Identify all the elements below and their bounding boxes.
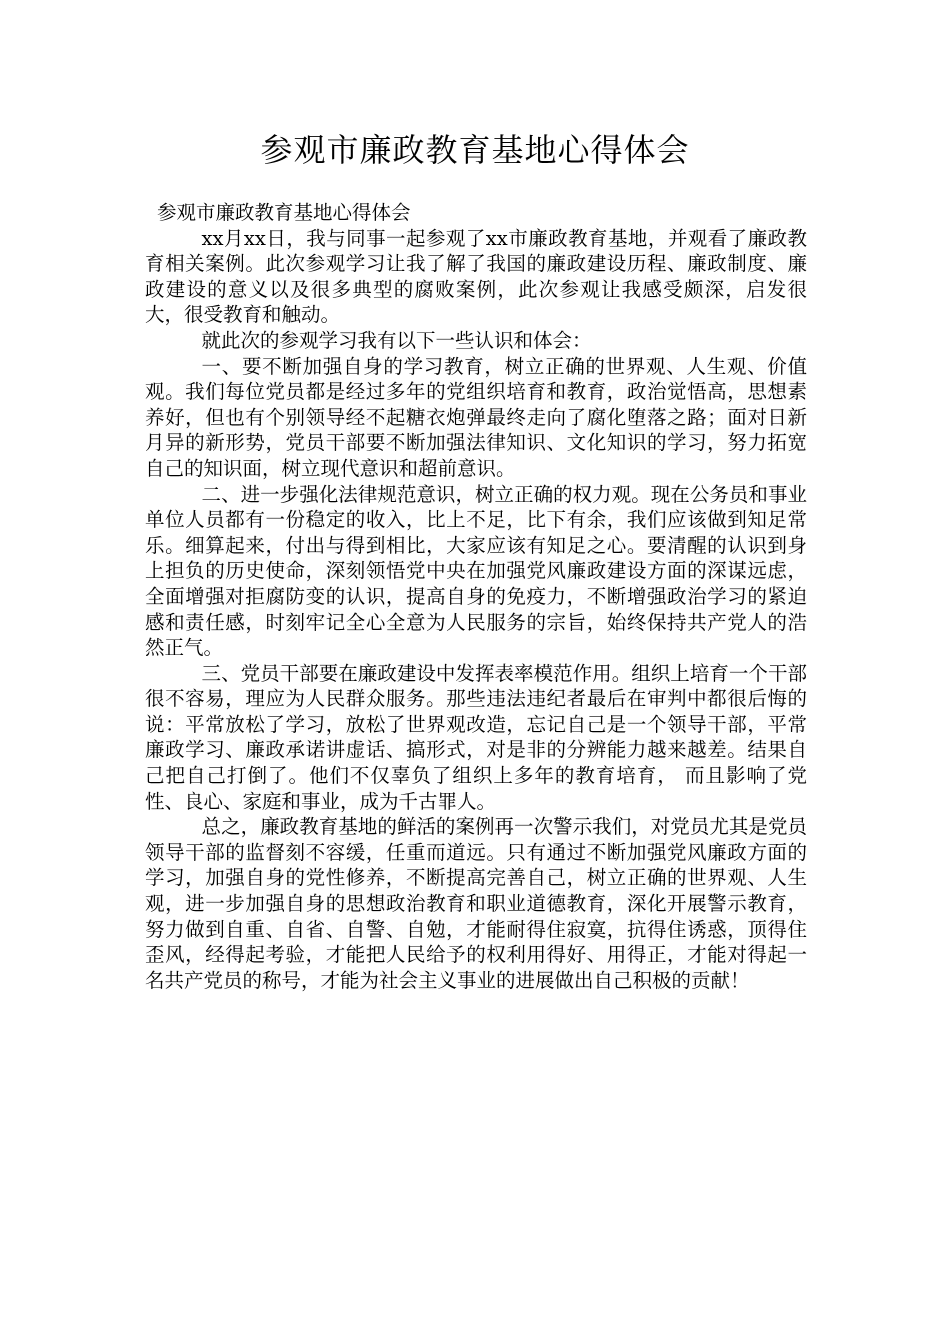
- paragraph-intro: xx月xx日，我与同事一起参观了xx市廉政教育基地，并观看了廉政教育相关案例。此次参观学习让我了解了我国的廉政建设历程、廉政制度、廉政建设的意义以及很多典型的腐败案例，此次参观让我感受颇深，启发很大，很受教育和触动。: [145, 226, 807, 327]
- paragraph-point-two: 二、进一步强化法律规范意识，树立正确的权力观。现在公务员和事业单位人员都有一份稳定的收入，比上不足，比下有余，我们应该做到知足常乐。细算起来，付出与得到相比，大家应该有知足之心。要清醒的认识到身上担负的历史使命，深刻领悟党中央在加强党风廉政建设方面的深谋远虑，全面增强对拒腐防变的认识，提高自身的免疫力，不断增强政治学习的紧迫感和责任感，时刻牢记全心全意为人民服务的宗旨，始终保持共产党人的浩然正气。: [145, 482, 807, 660]
- document-title: 参观市廉政教育基地心得体会: [260, 131, 690, 169]
- document-subtitle: 参观市廉政教育基地心得体会: [157, 201, 411, 224]
- paragraph-lead-in: 就此次的参观学习我有以下一些认识和体会：: [201, 328, 592, 352]
- paragraph-point-one: 一、要不断加强自身的学习教育，树立正确的世界观、人生观、价值观。我们每位党员都是经过多年的党组织培育和教育，政治觉悟高，思想素养好，但也有个别领导经不起糖衣炮弹最终走向了腐化堕落之路；面对日新月异的新形势，党员干部要不断加强法律知识、文化知识的学习，努力拓宽自己的知识面，树立现代意识和超前意识。: [145, 354, 807, 480]
- paragraph-point-three: 三、党员干部要在廉政建设中发挥表率模范作用。组织上培育一个干部很不容易，理应为人民群众服务。那些违法违纪者最后在审判中都很后悔的说：平常放松了学习，放松了世界观改造，忘记自己是一个领导干部，平常廉政学习、廉政承诺讲虚话、搞形式，对是非的分辨能力越来越差。结果自己把自己打倒了。他们不仅辜负了组织上多年的教育培育， 而且影响了党性、良心、家庭和事业，成为千古罪人。: [145, 661, 807, 813]
- document-body: [145, 200, 807, 993]
- paragraph-conclusion: 总之，廉政教育基地的鲜活的案例再一次警示我们，对党员尤其是党员领导干部的监督刻不容缓，任重而道远。只有通过不断加强党风廉政方面的学习，加强自身的党性修养，不断提高完善自己，树立正确的世界观、人生观，进一步加强自身的思想政治教育和职业道德教育，深化开展警示教育，努力做到自重、自省、自警、自勉，才能耐得住寂寞，抗得住诱惑，顶得住歪风，经得起考验，才能把人民给予的权利用得好、用得正，才能对得起一名共产党员的称号，才能为社会主义事业的进展做出自己积极的贡献！: [145, 815, 807, 992]
